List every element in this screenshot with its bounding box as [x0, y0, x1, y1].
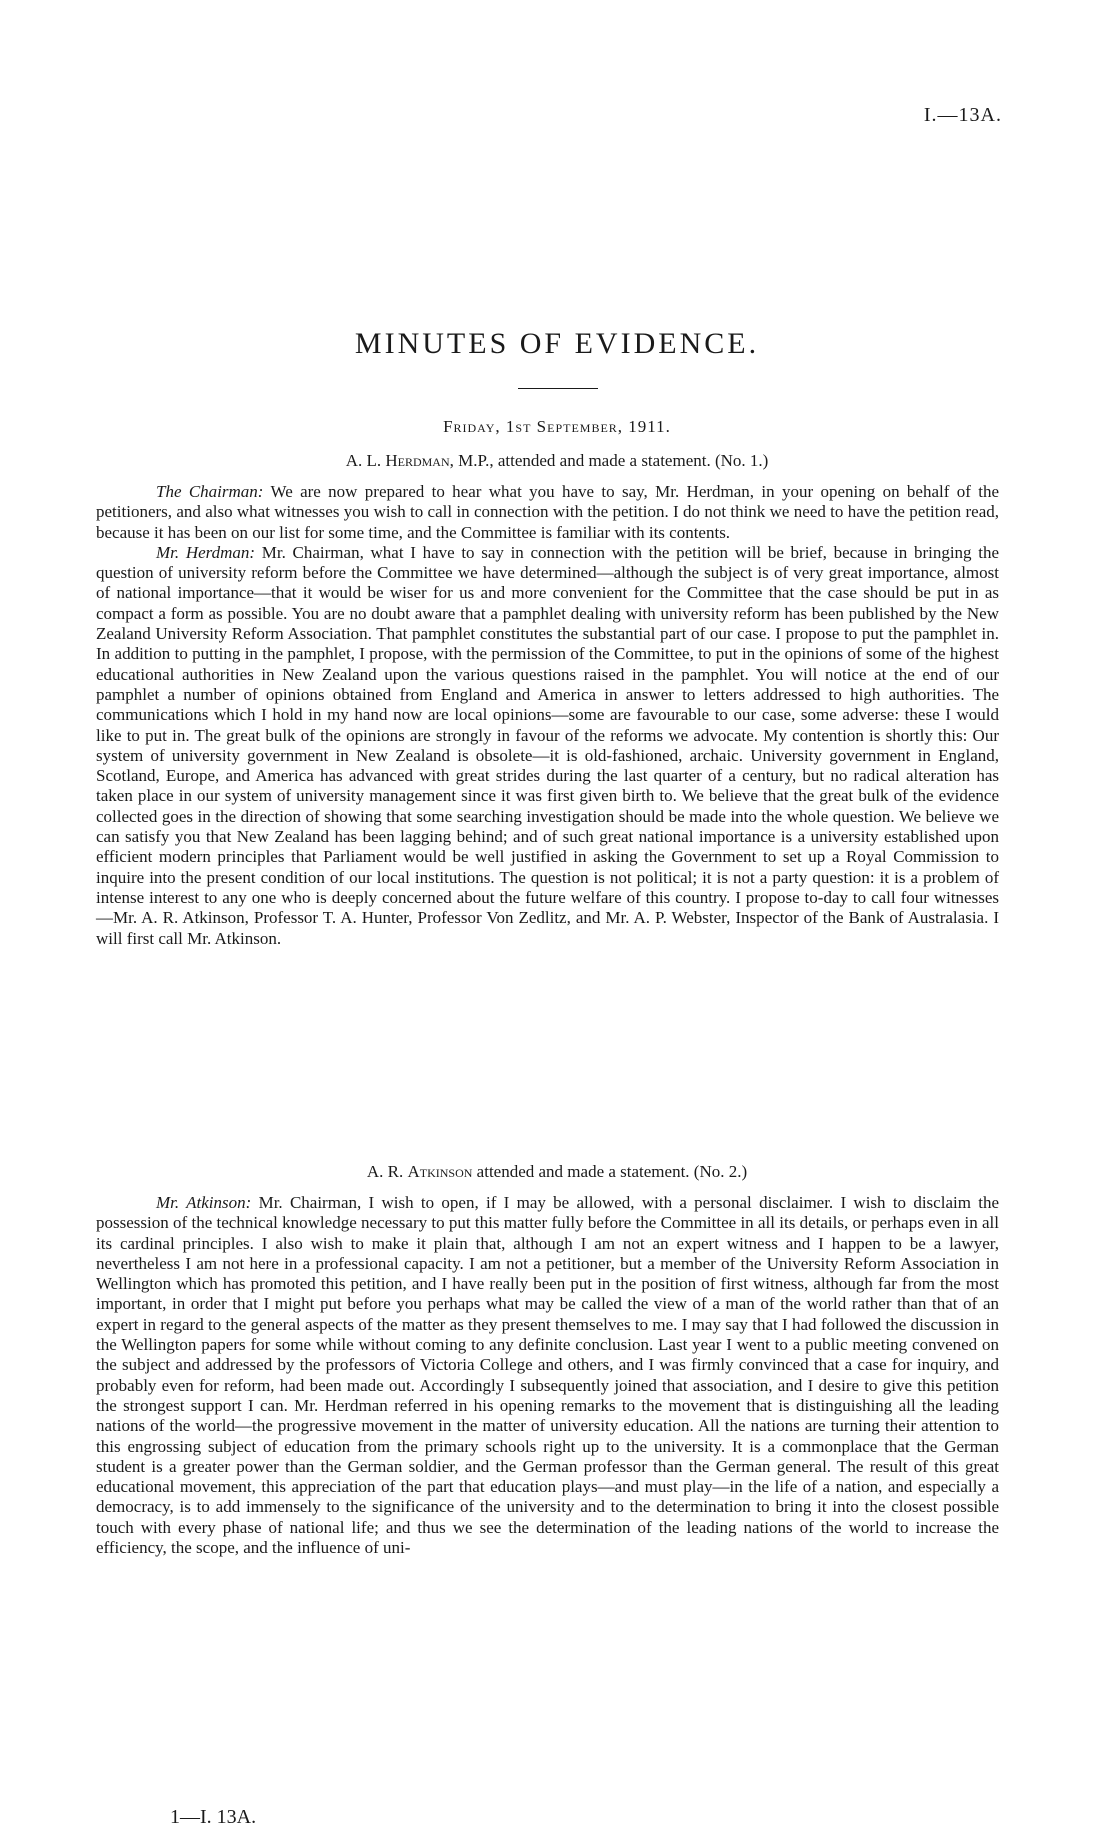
- paragraph-text: We are now prepared to hear what you have to say, Mr. Herdman, in your opening on behalf of the petitioners, and also what witnesses you wish to call in connection with the petition. I do not think we need to have the petition read, because it has been on our list for some time, and the Committee is familiar with its contents.: [96, 482, 999, 542]
- section-1-body: [96, 482, 999, 949]
- witness-name-1: A. L. Herdman,: [345, 451, 454, 470]
- witness-heading-1: [0, 451, 1114, 471]
- witness-heading-rest-1: M.P., attended and made a statement. (No. 1.): [458, 451, 769, 470]
- title-divider: [518, 388, 598, 389]
- page-title: MINUTES OF EVIDENCE.: [354, 327, 760, 360]
- paragraph-chairman: [96, 482, 999, 543]
- witness-heading-2: [0, 1162, 1114, 1182]
- paragraph-text: Mr. Chairman, what I have to say in connection with the petition will be brief, because in bringing the question of university reform before the Committee we have determined—although the subject is of very great importance, almost of national importance—that it would be wiser for us and more convenient for the Committee that the case should be put in as compact a form as possible. You are no doubt aware that a pamphlet dealing with university reform has been published by the New Zealand University Reform Association. That pamphlet constitutes the substantial part of our case. I propose to put the pamphlet in. In addition to putting in the pamphlet, I propose, with the permission of the Committee, to put in the opinions of some of the highest educational authorities in New Zealand upon the various questions raised in the pamphlet. You will notice at the end of our pamphlet a number of opinions obtained from England and America in answer to letters addressed to high authorities. The communications which I hold in my hand now are local opinions—some are favourable to our case, some adverse: these I would like to put in. The great bulk of the opinions are strongly in favour of the reforms we advocate. My contention is shortly this: Our system of university government in New Zealand is obsolete—it is old-fashioned, archaic. University government in England, Scotland, Europe, and America has advanced with great strides during the last quarter of a century, but no radical alteration has taken place in our system of university management since it was first given birth to. We believe that the great bulk of the evidence collected goes in the direction of showing that some searching investigation should be made into the whole question. We believe we can satisfy you that New Zealand has been lagging behind; and of such great national importance is a university established upon efficient modern principles that Parliament would be well justified in asking the Government to set up a Royal Commission to inquire into the present condition of our local institutions. The question is not political; it is not a party question: it is a problem of intense interest to any one who is deeply concerned about the future welfare of this country. I propose to-day to call four witnesses—Mr. A. R. Atkinson, Professor T. A. Hunter, Professor Von Zedlitz, and Mr. A. P. Webster, Inspector of the Bank of Australasia. I will first call Mr. Atkinson.: [96, 542, 1000, 948]
- witness-heading-rest-2: attended and made a statement. (No. 2.): [476, 1162, 748, 1181]
- witness-name-2: Atkinson: [407, 1162, 473, 1181]
- page-reference-top: I.—13A.: [923, 104, 1002, 126]
- paragraph-text: Mr. Chairman, I wish to open, if I may be allowed, with a personal disclaimer. I wish to disclaim the possession of the technical knowledge necessary to put this matter fully before the Committee in all its details, or perhaps even in all its cardinal principles. I also wish to make it plain that, although I am not an expert witness and I happen to be a lawyer, nevertheless I am not here in a professional capacity. I am not a petitioner, but a member of the University Reform Association in Wellington which has promoted this petition, and I have really been put in the position of first witness, although far from the most important, in order that I might put before you perhaps what may be called the view of a man of the world rather than that of an expert in regard to the general aspects of the matter as they present themselves to me. I may say that I had followed the discussion in the Wellington papers for some while without coming to any definite conclusion. Last year I went to a public meeting convened on the subject and addressed by the professors of Victoria College and others, and I was firmly convinced that a case for inquiry, and probably even for reform, had been made out. Accordingly I subsequently joined that association, and I desire to give this petition the strongest support I can. Mr. Herdman referred in his opening remarks to the movement that is distinguishing all the leading nations of the world—the progressive movement in the matter of university education. All the nations are turning their attention to this engrossing subject of education from the primary schools right up to the university. It is a commonplace that the German student is a greater power than the German soldier, and the German professor than the German general. The result of this great educational movement, this appreciation of the part that education plays—and must play—in the life of a nation, and especially a democracy, is to add immensely to the significance of the university and to the determination to bring it into the closest possible touch with every phase of national life; and thus we see the determination of the leading nations of the world to increase the efficiency, the scope, and the influence of uni-: [96, 1193, 999, 1558]
- page-reference-footer: 1—I. 13A.: [170, 1806, 257, 1828]
- paragraph-atkinson: [96, 1193, 999, 1558]
- hearing-date: Friday, 1st September, 1911.: [443, 417, 671, 436]
- speaker-label: Mr. Herdman:: [156, 542, 256, 562]
- witness-initials-2: A. R.: [366, 1162, 404, 1181]
- section-2-body: [96, 1193, 999, 1558]
- speaker-label: The Chairman:: [156, 482, 264, 501]
- paragraph-herdman: [96, 543, 999, 949]
- speaker-label: Mr. Atkinson:: [156, 1193, 252, 1212]
